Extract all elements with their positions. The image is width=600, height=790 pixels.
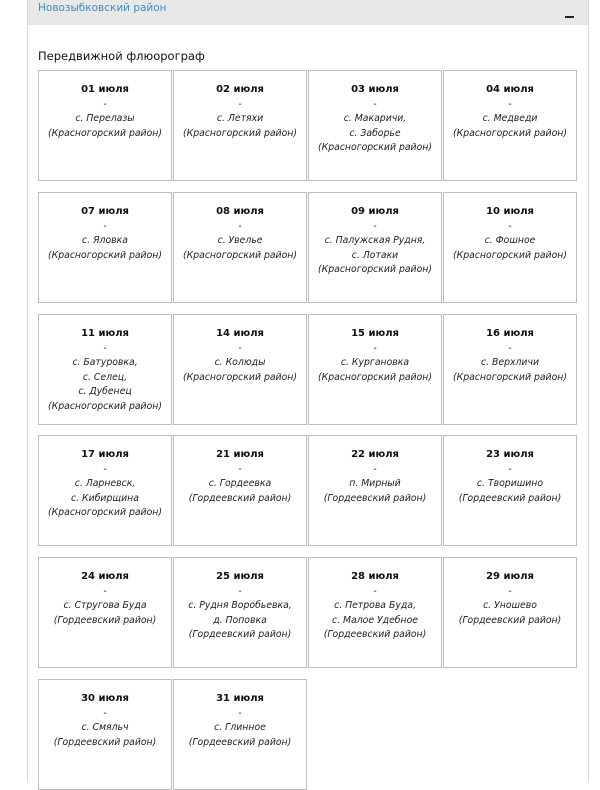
schedule-location: д. Поповка: [213, 614, 267, 626]
schedule-separator: -: [103, 220, 107, 232]
schedule-date: 21 июля: [216, 449, 264, 460]
panel-title[interactable]: Новозыбковский район: [38, 2, 167, 14]
schedule-location: с. Кургановка: [340, 357, 410, 369]
schedule-cell: [38, 70, 172, 181]
schedule-date: 07 июля: [81, 206, 129, 217]
schedule-location: п. Мирный: [349, 478, 401, 490]
schedule-location: (Гордеевский район): [188, 629, 292, 641]
schedule-location: (Красногорский район): [48, 400, 162, 412]
schedule-cell: [173, 557, 307, 668]
schedule-separator: -: [373, 220, 377, 232]
schedule-location: с. Дубенец: [78, 386, 132, 398]
schedule-location: с. Уношево: [483, 600, 537, 612]
schedule-separator: -: [238, 707, 242, 719]
section-title: Передвижной флюорограф: [38, 49, 205, 63]
schedule-location: с. Творишино: [476, 478, 544, 490]
collapse-icon[interactable]: [565, 4, 574, 18]
schedule-date: 14 июля: [216, 328, 264, 339]
schedule-location: (Красногорский район): [183, 371, 297, 383]
schedule-location: с. Батуровка,: [72, 357, 138, 369]
schedule-location: с. Смяльч: [81, 722, 129, 734]
schedule-location: (Гордеевский район): [458, 492, 562, 504]
schedule-location: с. Лотаки: [351, 249, 399, 261]
schedule-date: 16 июля: [486, 328, 534, 339]
schedule-date: 24 июля: [81, 571, 129, 582]
schedule-date: 17 июля: [81, 449, 129, 460]
schedule-location: с. Перелазы: [75, 113, 135, 125]
schedule-location: с. Малое Удебное: [331, 614, 419, 626]
schedule-separator: -: [373, 342, 377, 354]
schedule-date: 01 июля: [81, 84, 129, 95]
schedule-date: 08 июля: [216, 206, 264, 217]
schedule-location: с. Петрова Буда,: [334, 600, 416, 612]
schedule-location: с. Глинное: [214, 722, 266, 734]
schedule-location: (Красногорский район): [48, 507, 162, 519]
schedule-separator: -: [373, 585, 377, 597]
schedule-separator: -: [373, 98, 377, 110]
schedule-location: с. Верхличи: [480, 357, 540, 369]
schedule-location: с. Макаричи,: [343, 113, 407, 125]
schedule-location: (Красногорский район): [318, 264, 432, 276]
schedule-cell: [443, 70, 577, 181]
schedule-date: 04 июля: [486, 84, 534, 95]
schedule-cell: [173, 435, 307, 546]
schedule-cell: [443, 435, 577, 546]
schedule-location: с. Заборье: [349, 127, 401, 139]
schedule-cell: [308, 435, 442, 546]
schedule-cell: [173, 314, 307, 425]
schedule-date: 30 июля: [81, 693, 129, 704]
schedule-separator: -: [103, 707, 107, 719]
schedule-separator: -: [508, 463, 512, 475]
schedule-date: 02 июля: [216, 84, 264, 95]
schedule-date: 03 июля: [351, 84, 399, 95]
schedule-separator: -: [103, 98, 107, 110]
schedule-separator: -: [508, 220, 512, 232]
schedule-cell: [38, 314, 172, 425]
schedule-location: с. Рудня Воробьевка,: [188, 600, 292, 612]
schedule-location: (Красногорский район): [453, 127, 567, 139]
schedule-location: (Гордеевский район): [323, 629, 427, 641]
schedule-location: (Красногорский район): [318, 371, 432, 383]
schedule-location: с. Селец,: [82, 371, 128, 383]
schedule-cell: [38, 557, 172, 668]
schedule-cell: [38, 435, 172, 546]
schedule-location: с. Яловка: [82, 235, 128, 247]
schedule-date: 11 июля: [81, 328, 129, 339]
schedule-location: с. Фошное: [484, 235, 536, 247]
schedule-location: с. Палужская Рудня,: [324, 235, 426, 247]
schedule-separator: -: [103, 585, 107, 597]
schedule-cell: [308, 557, 442, 668]
schedule-separator: -: [103, 463, 107, 475]
schedule-location: (Красногорский район): [453, 249, 567, 261]
schedule-separator: -: [508, 585, 512, 597]
schedule-location: (Красногорский район): [183, 249, 297, 261]
schedule-separator: -: [238, 463, 242, 475]
schedule-separator: -: [103, 342, 107, 354]
schedule-location: (Красногорский район): [183, 127, 297, 139]
schedule-cell: [308, 192, 442, 303]
schedule-date: 29 июля: [486, 571, 534, 582]
schedule-separator: -: [238, 342, 242, 354]
schedule-date: 15 июля: [351, 328, 399, 339]
schedule-location: с. Гордеевка: [208, 478, 272, 490]
schedule-location: с. Летяхи: [216, 113, 264, 125]
panel-header[interactable]: [28, 0, 588, 25]
schedule-date: 09 июля: [351, 206, 399, 217]
schedule-cell: [443, 314, 577, 425]
schedule-location: (Гордеевский район): [188, 492, 292, 504]
schedule-location: (Красногорский район): [318, 142, 432, 154]
schedule-cell: [308, 70, 442, 181]
schedule-location: (Гордеевский район): [53, 614, 157, 626]
schedule-location: (Красногорский район): [453, 371, 567, 383]
schedule-cell: [308, 314, 442, 425]
schedule-location: (Красногорский район): [48, 249, 162, 261]
schedule-location: с. Колюды: [214, 357, 266, 369]
schedule-date: 31 июля: [216, 693, 264, 704]
schedule-location: (Гордеевский район): [323, 492, 427, 504]
schedule-location: с. Ларневск,: [74, 478, 136, 490]
schedule-separator: -: [508, 98, 512, 110]
schedule-separator: -: [238, 220, 242, 232]
schedule-cell: [38, 192, 172, 303]
schedule-location: с. Увелье: [217, 235, 263, 247]
schedule-date: 22 июля: [351, 449, 399, 460]
schedule-location: (Красногорский район): [48, 127, 162, 139]
schedule-date: 25 июля: [216, 571, 264, 582]
schedule-separator: -: [508, 342, 512, 354]
schedule-date: 23 июля: [486, 449, 534, 460]
schedule-separator: -: [238, 585, 242, 597]
schedule-cell: [38, 679, 172, 790]
schedule-location: (Гордеевский район): [53, 736, 157, 748]
schedule-location: с. Стругова Буда: [63, 600, 147, 612]
schedule-cell: [173, 192, 307, 303]
schedule-location: с. Кибирщина: [71, 492, 139, 504]
schedule-location: с. Медведи: [482, 113, 538, 125]
schedule-separator: -: [238, 98, 242, 110]
schedule-cell: [173, 679, 307, 790]
schedule-cell: [443, 192, 577, 303]
schedule-separator: -: [373, 463, 377, 475]
schedule-date: 28 июля: [351, 571, 399, 582]
schedule-cell: [443, 557, 577, 668]
schedule-location: (Гордеевский район): [188, 736, 292, 748]
schedule-location: (Гордеевский район): [458, 614, 562, 626]
schedule-date: 10 июля: [486, 206, 534, 217]
schedule-cell: [173, 70, 307, 181]
